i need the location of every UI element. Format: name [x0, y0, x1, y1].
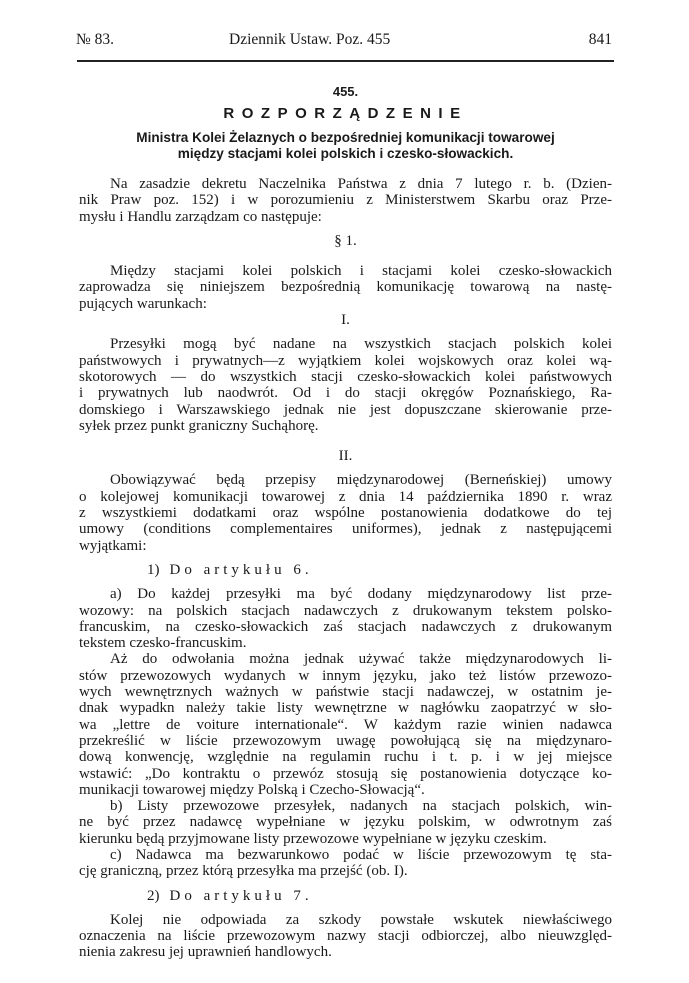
text-line: mysłu i Handlu zarządzam co następuje:	[79, 208, 322, 225]
text-line: cję graniczną, przez którą przesyłka ma przejść (ob. I).	[79, 863, 408, 880]
text-line: przekreślić w liście przewozowym uwagę powołującą się na międzynaro-	[79, 732, 612, 749]
text-line: Między stacjami kolei polskich i stacjami kolei czesko-słowackich	[110, 263, 612, 280]
text-line: Aż do odwołania można jednak używać także międzynarodowych li-	[110, 651, 612, 668]
paragraph	[79, 472, 612, 553]
act-text	[79, 176, 612, 961]
header-rule	[77, 60, 614, 62]
text-line: tekstem czesko-francuskim.	[79, 635, 247, 652]
subtitle-line: między stacjami kolei polskich i czesko-słowackich.	[177, 146, 514, 161]
text-line: Na zasadzie dekretu Naczelnika Państwa z dnia 7 lutego r. b. (Dzien-	[110, 176, 612, 192]
text-line: wych wewnętrznych ważnych w państwie stacji nadawczej, w ostatnim je-	[79, 684, 612, 701]
text-line: wyjątkami:	[79, 537, 147, 554]
paragraph	[79, 586, 612, 651]
text-line: zaprowadza się niniejszem bezpośrednią komunikację towarową na nastę-	[79, 279, 612, 296]
text-line: munikacji towarowej między Polską i Czecho-Słowacją“.	[79, 781, 425, 798]
subtitle-line: Ministra Kolei Żelaznych o bezpośredniej komunikacji towarowej	[136, 130, 555, 145]
text-line: wozowy: na polskich stacjach nadawczych z drukowanym tekstem polsko-	[79, 602, 612, 619]
text-line: i prywatnych lub naodwrót. Od i do stacji okręgów Poznańskiego, Ra-	[79, 385, 612, 402]
section-heading: II.	[338, 448, 353, 465]
article-heading	[79, 562, 612, 578]
text-line: wstawić: „Do kontraktu o przewóz stosują się postanowienia dotyczące ko-	[79, 765, 612, 782]
act-subtitle	[79, 130, 612, 162]
text-line: francuskim, na czesko-słowackich zaś stacjach nadawczych z drukowanym	[79, 618, 612, 635]
text-line: nienia zakresu jej uprawnień handlowych.	[79, 944, 332, 961]
paragraph	[79, 336, 612, 434]
text-line: syłek przez punkt graniczny Suchąhorę.	[79, 417, 319, 434]
issue-number: № 83.	[76, 31, 115, 48]
text-line: pujących warunkach:	[79, 295, 207, 312]
article-number: 1)	[147, 561, 160, 578]
act-title: ROZPORZĄDZENIE	[223, 105, 468, 122]
text-line: ne być przez nadawcę wypełniane w języku polskim, w odwrotnym zaś	[79, 814, 612, 831]
running-header	[76, 31, 612, 51]
paragraph	[79, 263, 612, 312]
text-line: umowy (conditions complementaires uniformes), jednak z następującemi	[79, 521, 612, 538]
text-line: o kolejowej komunikacji towarowej z dnia 14 października 1890 r. wraz	[79, 488, 612, 505]
journal-title: Dziennik Ustaw. Poz. 455	[229, 31, 391, 48]
text-line: a) Do każdej przesyłki ma być dodany międzynarodowy list prze-	[110, 586, 612, 603]
text-line: c) Nadawca ma bezwarunkowo podać w liście przewozowym tę sta-	[110, 846, 612, 863]
text-line: państwowych i prywatnych—z wyjątkiem kolei wojskowych oraz kolei wą-	[79, 352, 612, 369]
article-label: Do artykułu 6.	[169, 561, 313, 578]
paragraph	[79, 176, 612, 225]
text-line: wa „lettre de voiture internationale“. W każdym razie winien nadawca	[79, 716, 612, 733]
text-line: skotorowych — do wszystkich stacji czesko-słowackich kolei państwowych	[79, 368, 612, 385]
paragraph	[79, 847, 612, 880]
position-number: 455.	[332, 84, 359, 99]
section-heading: § 1.	[334, 232, 357, 249]
text-line: nik Praw poz. 152) i w porozumieniu z Ministerstwem Skarbu oraz Prze-	[79, 192, 612, 209]
article-label: Do artykułu 7.	[169, 887, 313, 904]
text-line: stów przewozowych wydanych w innym języku, jako też listów przewozo-	[79, 667, 612, 684]
text-line: kierunku będą przyjmowane listy przewozowe wypełniane w języku czeskim.	[79, 830, 547, 847]
text-line: dnak wypadkn należy takie listy wewnętrzne w nagłówku zaopatrzyć w sło-	[79, 700, 612, 717]
page-number: 841	[588, 31, 612, 48]
text-line: Przesyłki mogą być nadane na wszystkich stacjach polskich kolei	[110, 336, 612, 353]
document-body	[79, 83, 612, 961]
text-line: Kolej nie odpowiada za szkody powstałe wskutek niewłaściwego	[110, 911, 612, 928]
text-line: oznaczenia na liście przewozowym nazwy stacji odbiorczej, albo nieuwzględ-	[79, 928, 612, 945]
article-heading	[79, 888, 612, 904]
paragraph	[79, 798, 612, 847]
text-line: dową konwencję, względnie na regulamin ruchu i t. p. i w jej miejsce	[79, 749, 612, 766]
paragraph	[79, 912, 612, 961]
text-line: z wszystkiemi dodatkami oraz wspólne postanowienia dodatkowe do tej	[79, 505, 612, 522]
text-line: b) Listy przewozowe przesyłek, nadanych na stacjach polskich, win-	[110, 798, 612, 815]
section-heading: I.	[341, 312, 350, 329]
paragraph	[79, 651, 612, 798]
text-line: domskiego i Warszawskiego jednak nie jest dopuszczane skierowanie prze-	[79, 401, 612, 418]
article-number: 2)	[147, 887, 160, 904]
text-line: Obowiązywać będą przepisy międzynarodowej (Berneńskiej) umowy	[110, 472, 612, 489]
